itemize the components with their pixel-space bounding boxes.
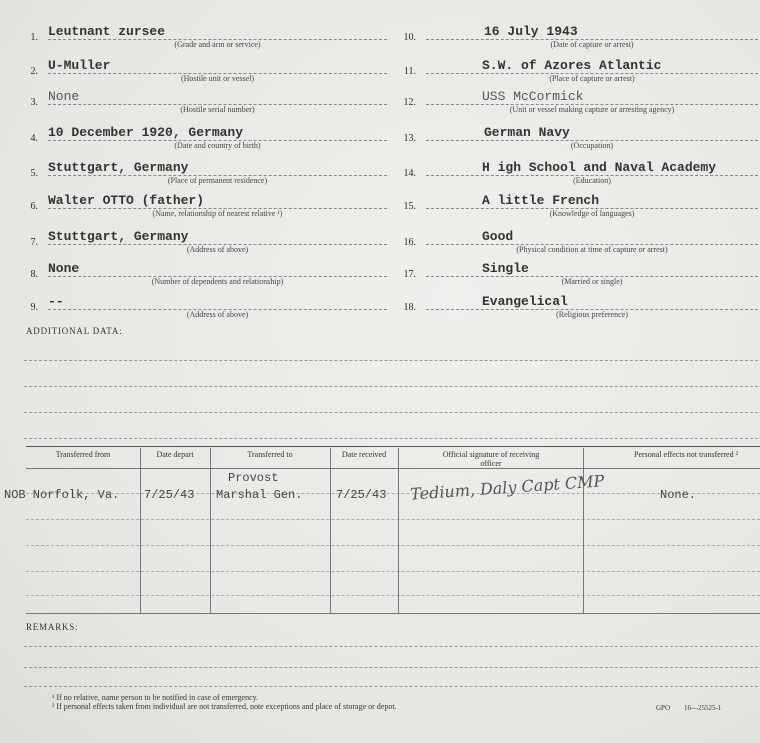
field-value: None xyxy=(48,261,80,276)
field-physical-condition xyxy=(402,229,758,259)
additional-data-line xyxy=(24,386,758,387)
field-number: 14. xyxy=(403,168,416,179)
field-value: Evangelical xyxy=(482,294,568,309)
field-caption: (Address of above) xyxy=(186,310,249,319)
form-number: 16—25525-1 xyxy=(684,704,722,712)
header-date-received: Date received xyxy=(341,450,387,459)
header-personal-effects: Personal effects not transferred ² xyxy=(634,450,738,459)
field-caption: (Unit or vessel making capture or arresting agency) xyxy=(509,105,675,114)
field-value: 10 December 1920, Germany xyxy=(48,125,244,140)
field-value: -- xyxy=(48,294,64,309)
field-number: 1. xyxy=(30,32,38,43)
field-number: 10. xyxy=(403,32,416,43)
field-capture-date xyxy=(402,24,758,54)
field-value: 16 July 1943 xyxy=(484,24,578,39)
field-hostile-unit xyxy=(24,58,387,88)
field-capture-place xyxy=(402,58,758,88)
field-caption: (Knowledge of languages) xyxy=(549,209,635,218)
field-caption: (Address of above) xyxy=(186,245,249,254)
additional-data-line xyxy=(24,412,758,413)
field-number: 3. xyxy=(30,97,38,108)
table-column-rule xyxy=(140,448,141,614)
field-caption: (Name, relationship of nearest relative ¹) xyxy=(152,209,283,218)
field-birth xyxy=(24,125,387,155)
field-number: 4. xyxy=(30,133,38,144)
table-column-rule xyxy=(210,448,211,614)
header-transferred-to: Transferred to xyxy=(247,450,293,459)
field-value: S.W. of Azores Atlantic xyxy=(482,58,662,73)
field-number: 9. xyxy=(30,302,38,313)
field-caption: (Married or single) xyxy=(561,277,623,286)
field-caption: (Grade and arm or service) xyxy=(174,40,261,49)
field-caption: (Date of capture or arrest) xyxy=(550,40,634,49)
table-row-rule xyxy=(26,545,760,546)
additional-data-label: ADDITIONAL DATA: xyxy=(26,326,123,336)
field-value: Walter OTTO (father) xyxy=(48,193,205,208)
field-capturing-unit xyxy=(402,89,758,119)
header-signature: Official signature of receiving officer xyxy=(442,450,540,468)
field-caption: (Occupation) xyxy=(570,141,614,150)
field-residence xyxy=(24,160,387,190)
field-number: 15. xyxy=(403,201,416,212)
field-number: 16. xyxy=(403,237,416,248)
field-number: 8. xyxy=(30,269,38,280)
field-caption: (Education) xyxy=(573,176,611,185)
field-value: USS McCormick xyxy=(482,89,584,104)
field-relative xyxy=(24,193,387,223)
field-number: 6. xyxy=(30,201,38,212)
header-transferred-from: Transferred from xyxy=(55,450,111,459)
field-number: 2. xyxy=(30,66,38,77)
remarks-line xyxy=(24,646,758,647)
field-value: Stuttgart, Germany xyxy=(48,160,189,175)
table-row-rule xyxy=(26,519,760,520)
table-top-rule xyxy=(26,446,760,447)
cell-personal-effects: None. xyxy=(660,488,697,502)
cell-transferred-to-line1: Provost xyxy=(228,471,279,485)
field-value: Stuttgart, Germany xyxy=(48,229,189,244)
field-occupation xyxy=(402,125,758,155)
field-religion xyxy=(402,294,758,324)
field-number: 13. xyxy=(403,133,416,144)
remarks-line xyxy=(24,667,758,668)
additional-data-line xyxy=(24,438,758,439)
footnote-1: ¹ If no relative, name person to be notified in case of emergency. xyxy=(52,693,259,702)
cell-date-received: 7/25/43 xyxy=(336,488,387,502)
remarks-label: REMARKS: xyxy=(26,622,79,632)
field-caption: (Number of dependents and relationship) xyxy=(151,277,284,286)
additional-data-line xyxy=(24,360,758,361)
field-value: Leutnant zursee xyxy=(48,24,166,39)
field-relative-address xyxy=(24,229,387,259)
table-header-rule xyxy=(26,468,760,469)
table-row-rule xyxy=(26,595,760,596)
field-number: 11. xyxy=(403,66,416,77)
field-caption: (Physical condition at time of capture or arrest) xyxy=(516,245,668,254)
footnote-2: ² If personal effects taken from individual are not transferred, note exceptions and place of storage or depot. xyxy=(52,702,397,711)
field-caption: (Hostile serial number) xyxy=(180,105,255,114)
table-bottom-rule xyxy=(26,613,760,614)
field-caption: (Hostile unit or vessel) xyxy=(180,74,255,83)
table-row-rule xyxy=(26,493,760,494)
field-dependents-address xyxy=(24,294,387,324)
table-column-rule xyxy=(330,448,331,614)
field-number: 5. xyxy=(30,168,38,179)
field-caption: (Place of permanent residence) xyxy=(167,176,268,185)
field-marital-status xyxy=(402,261,758,291)
field-value: German Navy xyxy=(484,125,570,140)
field-number: 17. xyxy=(403,269,416,280)
field-caption: (Date and country of birth) xyxy=(174,141,261,150)
field-value: Good xyxy=(482,229,514,244)
table-column-rule xyxy=(398,448,399,614)
cell-transferred-from: NOB Norfolk, Va. xyxy=(4,488,120,502)
cell-transferred-to-line2: Marshal Gen. xyxy=(216,488,303,502)
field-number: 7. xyxy=(30,237,38,248)
field-value: U-Muller xyxy=(48,58,111,73)
field-grade xyxy=(24,24,387,54)
field-languages xyxy=(402,193,758,223)
field-value: H igh School and Naval Academy xyxy=(482,160,717,175)
gpo-mark: GPO xyxy=(656,704,671,712)
field-caption: (Place of capture or arrest) xyxy=(549,74,635,83)
field-value: None xyxy=(48,89,80,104)
remarks-line xyxy=(24,686,758,687)
transfer-table xyxy=(26,446,760,614)
table-row-rule xyxy=(26,571,760,572)
field-number: 12. xyxy=(403,97,416,108)
field-value: A little French xyxy=(482,193,600,208)
field-number: 18. xyxy=(403,302,416,313)
header-date-depart: Date depart xyxy=(156,450,194,459)
field-education xyxy=(402,160,758,190)
field-value: Single xyxy=(482,261,529,276)
field-dependents xyxy=(24,261,387,291)
cell-signature: Tedium, Daly Capt CMP xyxy=(409,471,605,504)
cell-date-depart: 7/25/43 xyxy=(144,488,195,502)
field-serial-number xyxy=(24,89,387,119)
field-caption: (Religious preference) xyxy=(556,310,628,319)
